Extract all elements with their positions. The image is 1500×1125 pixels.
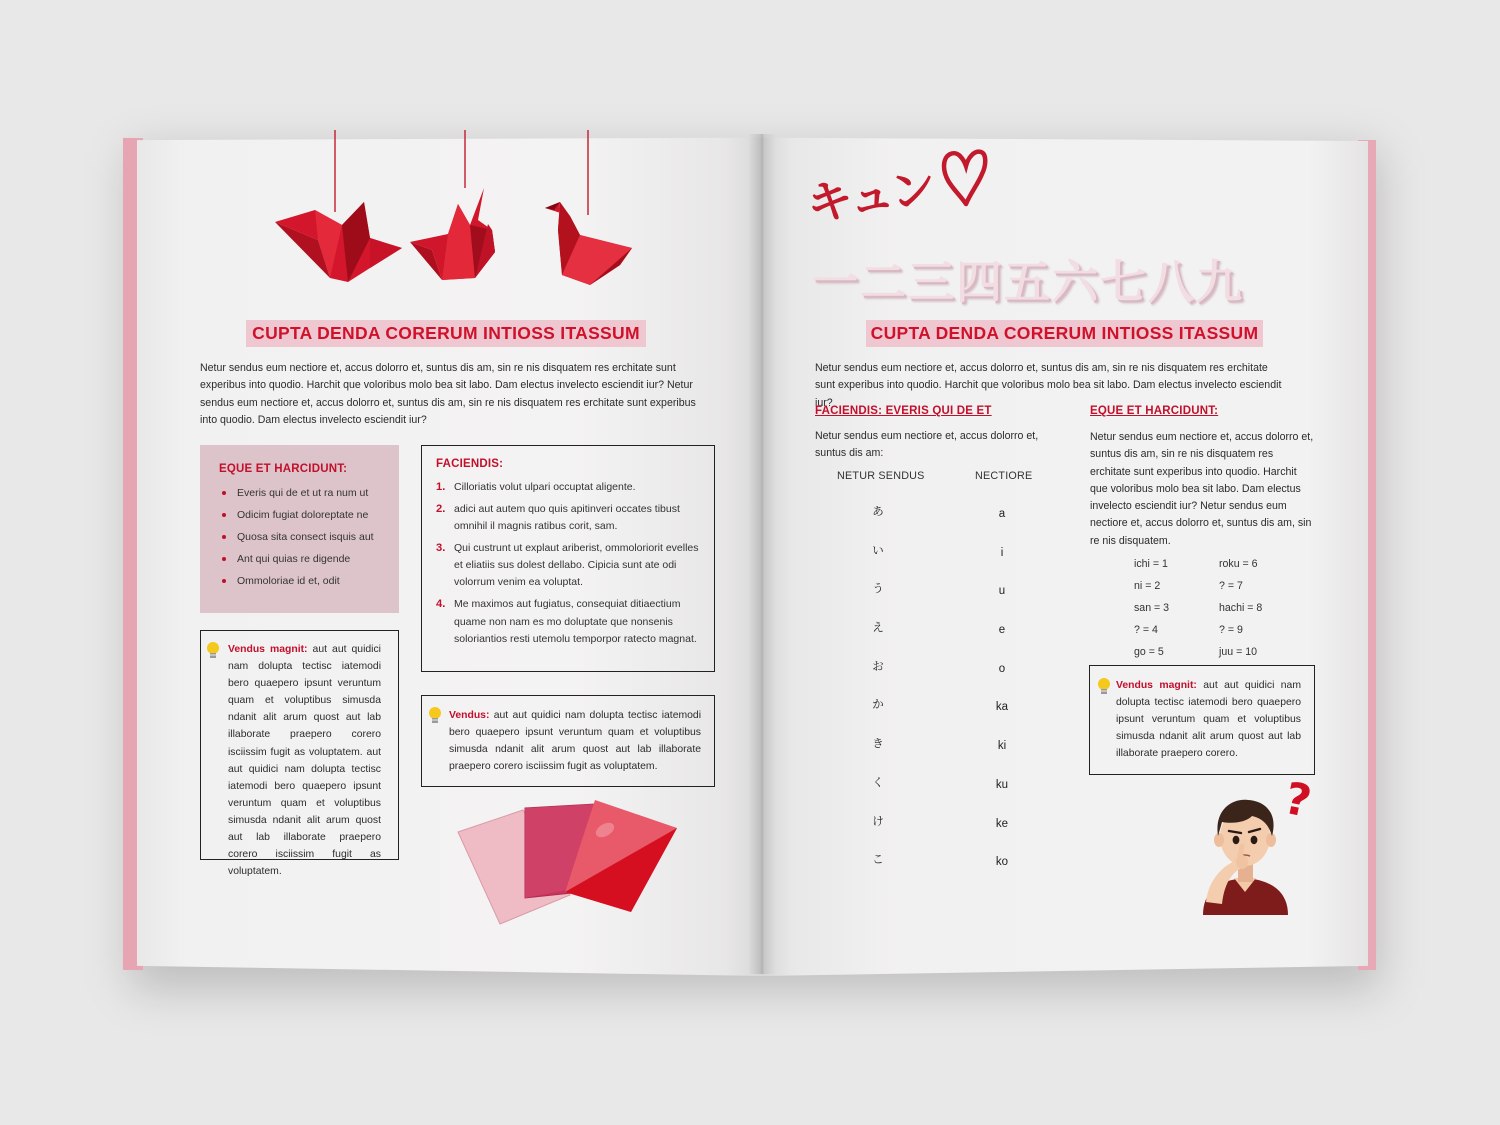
lightbulb-icon xyxy=(428,706,442,726)
lightbulb-icon xyxy=(206,641,220,661)
number-item: ichi = 1 xyxy=(1134,558,1168,570)
number-item: go = 5 xyxy=(1134,646,1164,658)
faciendis-box xyxy=(421,445,715,672)
kana-cell: あ xyxy=(872,506,884,518)
tip-box-left xyxy=(200,630,399,878)
origami-cranes-illustration xyxy=(270,130,640,295)
kana-cell: お xyxy=(872,660,884,673)
list-item: Everis qui de et ut ra num ut xyxy=(219,482,399,504)
romaji-cell: i xyxy=(1000,546,1004,559)
kana-cell: う xyxy=(872,583,884,596)
faciendis-text: Netur sendus eum nectiore et, accus dolorro et, suntus dis am: xyxy=(815,430,1039,460)
tip-box-right xyxy=(1089,665,1315,775)
romaji-cell: e xyxy=(998,624,1006,637)
faciendis-box-title: FACIENDIS: xyxy=(436,458,504,470)
tip-mid-text: Vendus: aut aut quidici nam dolupta tectisc iatemodi bero quaepero ipsunt veruntum quam et voluptibus simusda ndanit alit arum quost aut lab illaborate praepero corero isciissim fugit as voluptatem. xyxy=(449,710,701,773)
romaji-cell: a xyxy=(998,508,1006,520)
number-item: roku = 6 xyxy=(1219,558,1258,570)
romaji-cell: ko xyxy=(995,856,1009,869)
lightbulb-icon xyxy=(1097,677,1111,697)
romaji-cell: u xyxy=(998,585,1006,598)
eque-box-title: EQUE ET HARCIDUNT: xyxy=(219,463,348,475)
right-page-heading: CUPTA DENDA CORERUM INTIOSS ITASSUM xyxy=(866,320,1263,347)
origami-crane-icon xyxy=(275,202,402,282)
kana-cell: け xyxy=(872,815,884,828)
number-item: ? = 7 xyxy=(1219,580,1243,592)
faciendis-heading: FACIENDIS: EVERIS QUI DE ET xyxy=(815,405,992,417)
thinking-boy-icon xyxy=(1198,792,1293,917)
romaji-cell: o xyxy=(998,662,1006,675)
romaji-cell: ki xyxy=(997,740,1007,753)
list-item: Quosa sita consect isquis aut xyxy=(219,526,399,548)
question-mark: ? xyxy=(1279,772,1316,829)
list-item: 1. Cilloriatis volut ulpari occuptat aligente. xyxy=(436,481,636,493)
eque-box-list xyxy=(219,482,399,592)
number-item: ni = 2 xyxy=(1134,580,1161,592)
number-item: hachi = 8 xyxy=(1219,602,1263,614)
left-page-intro: Netur sendus eum nectiore et, accus dolorro et, suntus dis am, sin re nis disquatem res erchitate sunt experibus into quodio. Harchit que voloribus molo bea sit labo. Dam electus invelecto esciendit iur? Netur sendus eum nectiore et, accus dolorro et, suntus dis am, sin re nis disquatem res erchitate sunt experibus into quodio. Dam electus invelecto esciendit iur? xyxy=(200,362,696,426)
kana-cell: こ xyxy=(872,854,884,867)
romaji-cell: ke xyxy=(995,817,1009,830)
kana-column xyxy=(858,502,898,889)
list-item: Ant qui quias re digende xyxy=(219,548,399,570)
origami-bird-icon xyxy=(410,188,495,280)
romaji-cell: ka xyxy=(995,701,1009,714)
col-head-nectiore: NECTIORE xyxy=(975,470,1033,482)
kana-cell: か xyxy=(872,699,884,712)
romaji-column xyxy=(982,504,1022,891)
tip-left-text: Vendus magnit: aut aut quidici nam dolupta tectisc iatemodi bero quaepero ipsunt veruntum quam et voluptibus simusda ndanit alit arum quost aut lab illaborate praepero corero isciissim fugit as voluptatem. aut aut quidici nam dolupta tectisc iatemodi bero quaepero ipsunt veruntum quam et voluptibus simusda ndanit alit arum quost aut lab illaborate praepero corero isciissim fugit as voluptatem. xyxy=(228,644,381,878)
eque-text: Netur sendus eum nectiore et, accus dolorro et, suntus dis am, sin re nis disquatem res erchitate sunt experibus into quodio. Harchit que voloribus molo bea sit labo. Dam electus invelecto esciendit iur? Netur sendus eum nectiore et, accus dolorro et, suntus dis am, sin re nis disquatem. xyxy=(1090,431,1314,547)
col-head-netur: NETUR SENDUS xyxy=(837,470,925,482)
eque-heading: EQUE ET HARCIDUNT: xyxy=(1090,405,1219,417)
kana-cell: く xyxy=(872,776,884,789)
list-item: Ommoloriae id et, odit xyxy=(219,570,399,592)
kyun-handwriting: キュン xyxy=(803,160,936,232)
origami-paper-icon xyxy=(455,800,685,930)
tip-right-text: Vendus magnit: aut aut quidici nam dolupta tectisc iatemodi bero quaepero ipsunt veruntum quam et voluptibus simusda ndanit alit arum quost aut lab illaborate praepero corero. xyxy=(1116,680,1301,760)
right-page-intro: Netur sendus eum nectiore et, accus dolorro et, suntus dis am, sin re nis disquatem res erchitate sunt experibus into quodio. Harchit que voloribus molo bea sit labo. Dam electus invelecto esciendit iur? xyxy=(815,362,1282,409)
list-item: 3. Qui custrunt ut explaut ariberist, ommoloriorit evelles et eliatiis sus dolest dellabo. Cipicia sunt ate odi volorrum venim ea voluptat. xyxy=(436,541,699,589)
list-item: Odicim fugiat doloreptate ne xyxy=(219,504,399,526)
number-item: ? = 9 xyxy=(1219,624,1243,636)
spine-shadow xyxy=(748,134,776,974)
left-page-heading: CUPTA DENDA CORERUM INTIOSS ITASSUM xyxy=(246,320,646,347)
kana-cell: い xyxy=(872,544,884,557)
heart-icon xyxy=(940,142,988,208)
numbers-right xyxy=(1219,553,1262,663)
numbers-left xyxy=(1134,553,1169,663)
list-item: 4. Me maximos aut fugiatus, consequiat ditiaectium quame non nam es mo doluptate que nonsenis soloriantios resti utemolu temporpor ratecto magnat. xyxy=(436,598,697,645)
kana-cell: き xyxy=(872,738,884,751)
kana-cell: え xyxy=(872,622,884,635)
romaji-cell: ku xyxy=(995,778,1009,791)
eque-box xyxy=(200,445,399,613)
number-item: san = 3 xyxy=(1134,602,1170,614)
number-item: ? = 4 xyxy=(1134,624,1158,636)
list-item: 2. adici aut autem quo quis apitinveri occates tibust omnihil il magnis ratibus corit, sam. xyxy=(436,502,680,533)
kanji-numbers: 一二三四五六七八九 xyxy=(812,255,1244,309)
number-item: juu = 10 xyxy=(1219,646,1257,658)
faciendis-list xyxy=(436,479,702,653)
tip-box-middle xyxy=(421,695,715,787)
